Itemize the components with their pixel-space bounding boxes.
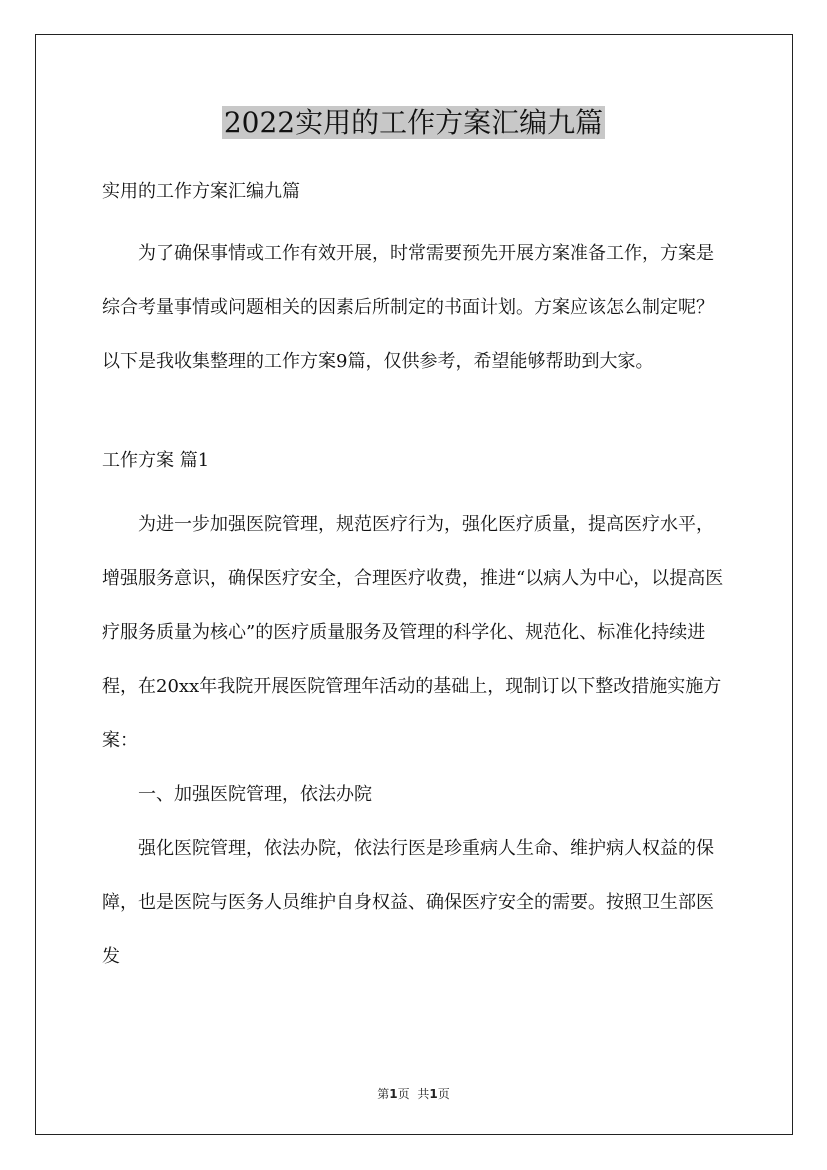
section-heading: 工作方案 篇1 (102, 450, 210, 471)
intro-paragraph: 为了确保事情或工作有效开展，时常需要预先开展方案准备工作，方案是综合考量事情或问题相关的因素后所制定的书面计划。方案应该怎么制定呢？以下是我收集整理的工作方案9篇，仅供参考，希望能够帮助到大家。 (102, 243, 714, 372)
total-pages: 1 (429, 1087, 438, 1101)
page-suffix: 页 (397, 1087, 410, 1101)
document-subtitle: 实用的工作方案汇编九篇 (102, 181, 300, 202)
section-paragraph: 为进一步加强医院管理，规范医疗行为，强化医疗质量，提高医疗水平，增强服务意识，确保医疗安全，合理医疗收费，推进“以病人为中心，以提高医疗服务质量为核心”的医疗质量服务及管理的科学化、规范化、标准化持续进程，在20xx年我院开展医院管理年活动的基础上，现制订以下整改措施实施方案： (102, 514, 724, 751)
document-title (0, 104, 827, 142)
page-number: 1 (389, 1087, 398, 1101)
page-footer (0, 1085, 827, 1102)
total-suffix: 页 (437, 1087, 450, 1101)
item-paragraph: 强化医院管理，依法办院，依法行医是珍重病人生命、维护病人权益的保障，也是医院与医务人员维护自身权益、确保医疗安全的需要。按照卫生部医发 (102, 838, 714, 967)
page-prefix: 第 (377, 1087, 390, 1101)
document-body (102, 174, 728, 984)
total-prefix: 共 (417, 1087, 430, 1101)
document-title-text: 2022实用的工作方案汇编九篇 (223, 106, 604, 139)
item-heading: 一、加强医院管理，依法办院 (138, 784, 372, 805)
